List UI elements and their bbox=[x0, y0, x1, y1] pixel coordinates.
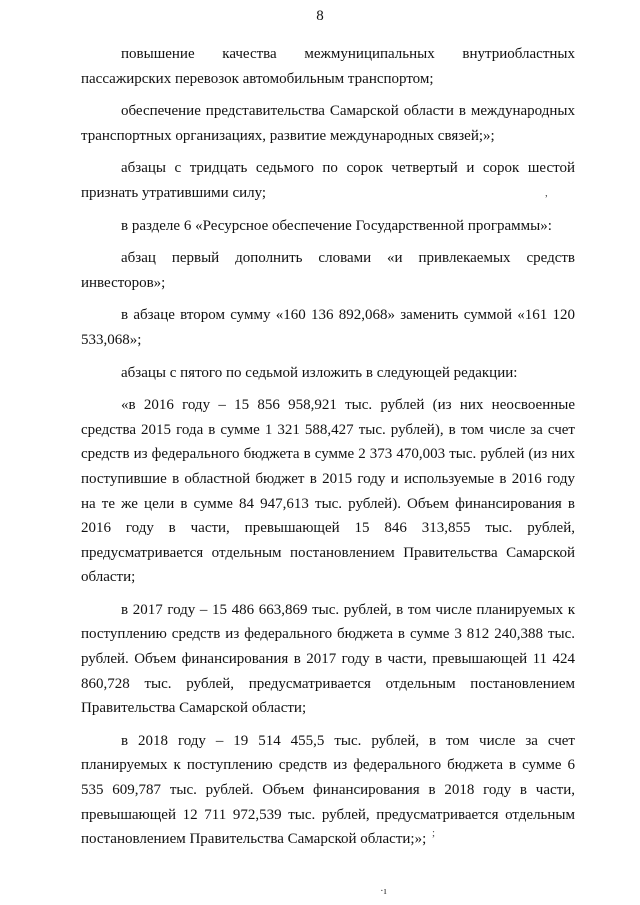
scan-speck: ·ı bbox=[380, 885, 387, 897]
paragraph: в 2018 году – 19 514 455,5 тыс. рублей, в том числе за счет планируемых к поступлению средств из федерального бюджета в сумме 6 535 609,787 тыс. рублей. Объем финансирования в 2018 году в части, превышающей 12 711 972,539 тыс. рублей, предусматривается отдельным постановлением Правительства Самарской области;»; bbox=[81, 732, 575, 848]
paragraph: в абзаце втором сумму «160 136 892,068» заменить суммой «161 120 533,068»; bbox=[81, 307, 575, 348]
paragraph: обеспечение представительства Самарской области в международных транспортных организациях, развитие международных связей;»; bbox=[81, 103, 575, 144]
paragraph: абзацы с пятого по седьмой изложить в следующей редакции: bbox=[121, 364, 518, 381]
document-body bbox=[81, 42, 575, 860]
paragraph: абзац первый дополнить словами «и привлекаемых средств инвесторов»; bbox=[81, 250, 575, 291]
scan-speck: ; bbox=[432, 827, 436, 839]
paragraph: в 2017 году – 15 486 663,869 тыс. рублей, в том числе планируемых к поступлению средств из федерального бюджета в сумме 3 812 240,388 тыс. рублей. Объем финансирования в 2017 году в части, превышающей 11 424 860,728 тыс. рублей, предусматривается отдельным постановлением Правительства Самарской области; bbox=[81, 601, 575, 717]
paragraph: повышение качества межмуниципальных внутриобластных пассажирских перевозок автомобильным транспортом; bbox=[81, 46, 575, 87]
scan-speck: , bbox=[545, 187, 548, 199]
page-number: 8 bbox=[316, 8, 324, 24]
paragraph: «в 2016 году – 15 856 958,921 тыс. рублей (из них неосвоенные средства 2015 года в сумме 1 321 588,427 тыс. рублей), в том числе за счет средств из федерального бюджета в сумме 2 373 470,003 тыс. рублей (из них поступившие в областной бюджет в 2015 году и используемые в 2016 году на те же цели в сумме 84 947,613 тыс. рублей). Объем финансирования в 2016 году в части, превышающей 15 846 313,855 тыс. рублей, предусматривается отдельным постановлением Правительства Самарской области; bbox=[81, 397, 575, 586]
paragraph: абзацы с тридцать седьмого по сорок четвертый и сорок шестой признать утратившими силу; bbox=[81, 160, 575, 201]
paragraph: в разделе 6 «Ресурсное обеспечение Государственной программы»: bbox=[121, 217, 552, 234]
